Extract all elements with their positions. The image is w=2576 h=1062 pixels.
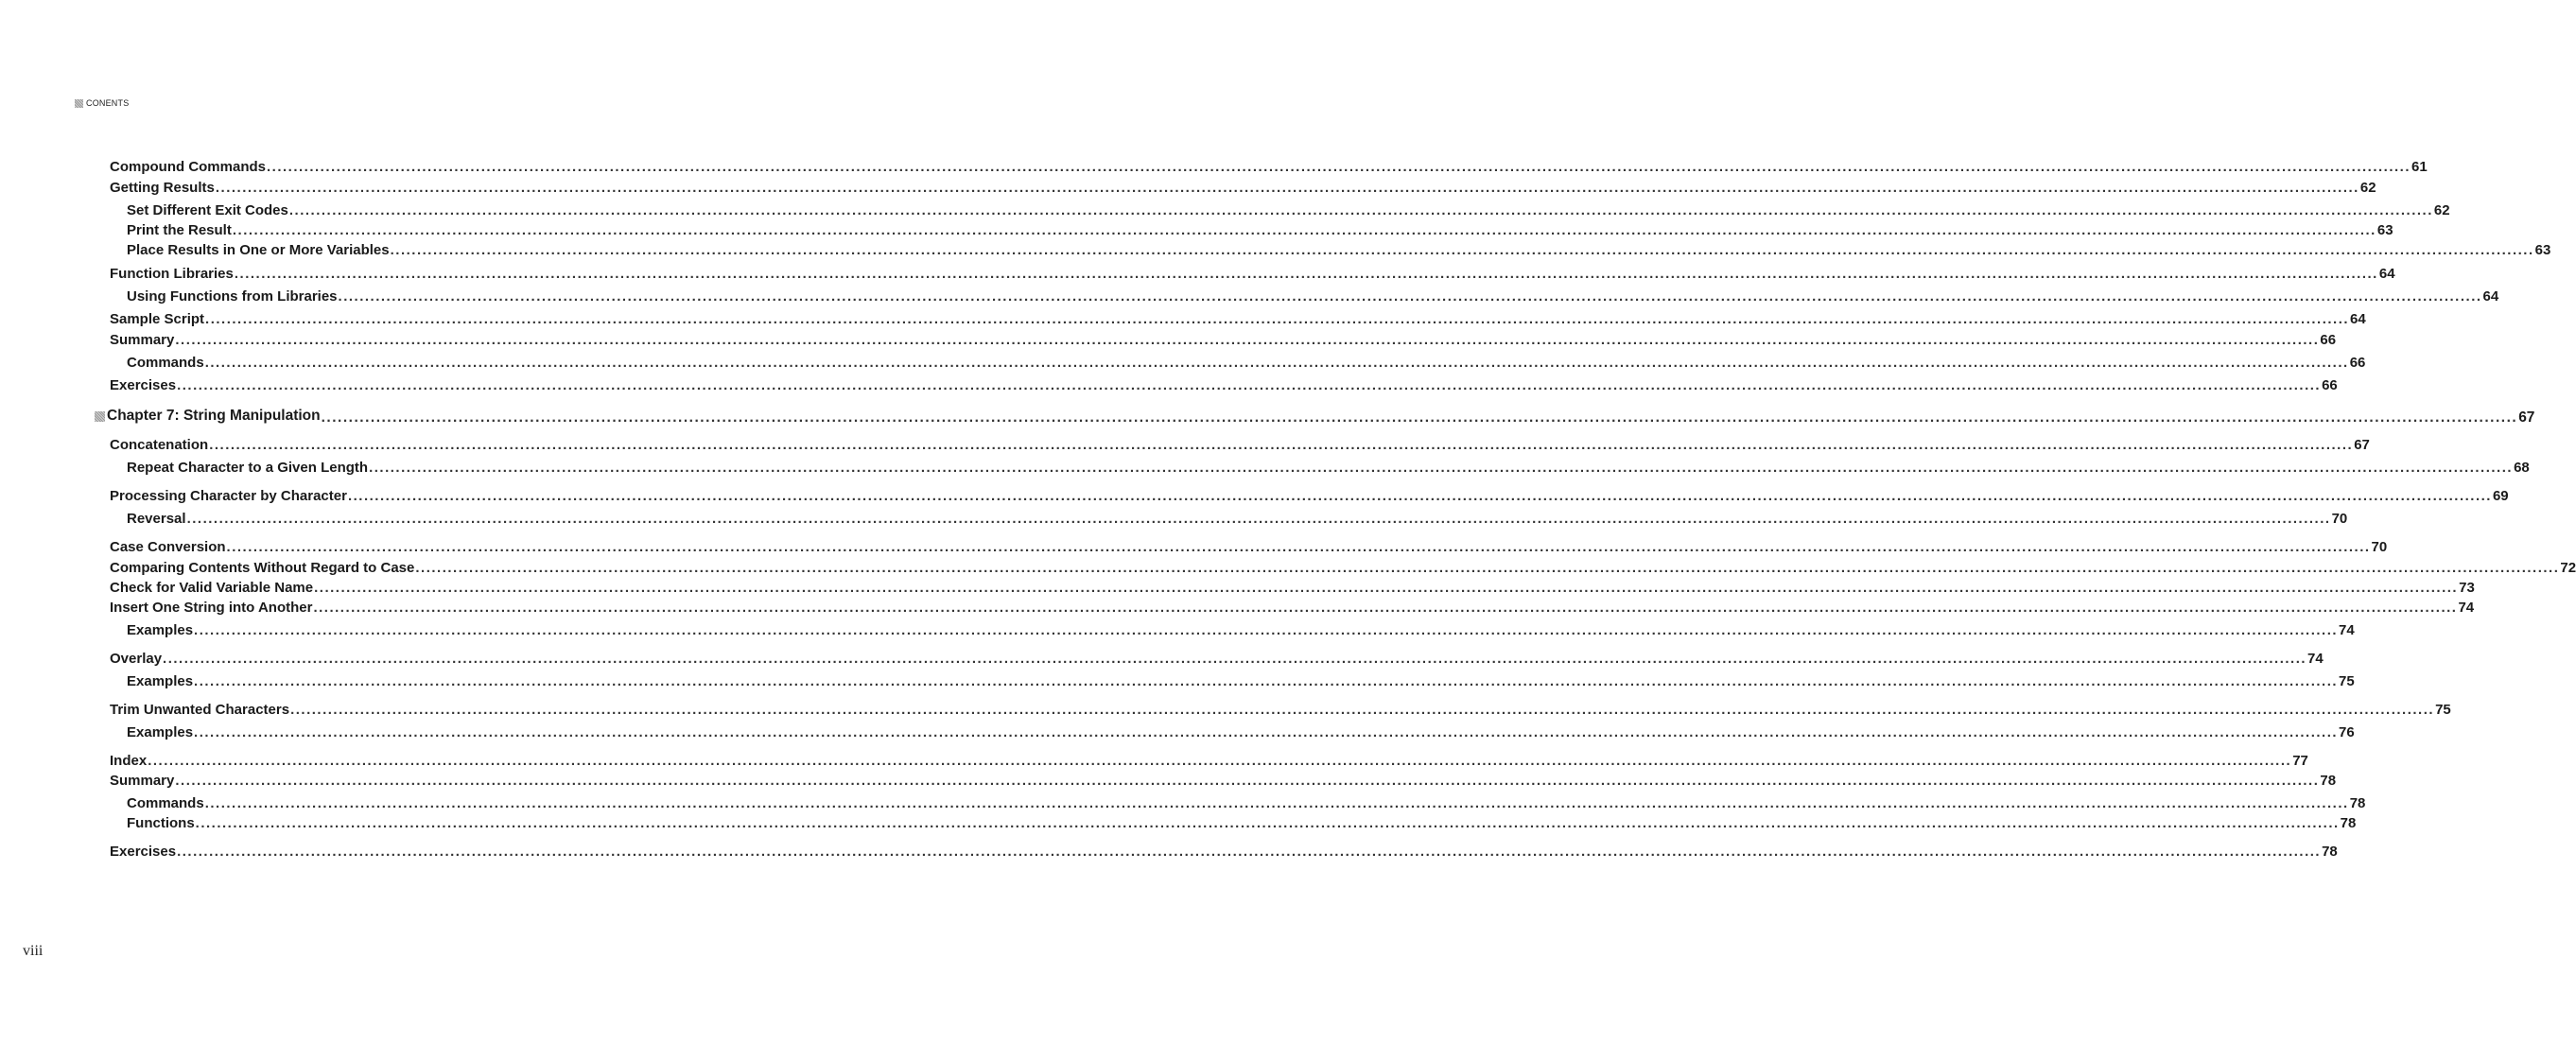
toc-page-number: 70 (2371, 539, 2388, 555)
toc-entry-text: Comparing Contents Without Regard to Case (110, 560, 415, 576)
toc-page-number: 77 (2292, 753, 2308, 769)
toc-entry-label (110, 773, 174, 789)
toc-entry-label (110, 560, 414, 576)
toc-entry[interactable] (110, 580, 2475, 596)
toc-entry-text: Summary (110, 332, 175, 348)
dot-leader: ................................................................................................................................................................................................................................................................................................................................................................................................................ (177, 844, 2322, 860)
toc-entry[interactable] (127, 622, 2355, 638)
dot-leader: ................................................................................................................................................................................................................................................................................................................................................................................................................ (321, 409, 2518, 426)
dot-leader: ................................................................................................................................................................................................................................................................................................................................................................................................................ (177, 377, 2322, 393)
toc-entry-text: Using Functions from Libraries (127, 288, 338, 305)
dot-leader: ................................................................................................................................................................................................................................................................................................................................................................................................................ (194, 622, 2339, 638)
dot-leader: ................................................................................................................................................................................................................................................................................................................................................................................................................ (234, 266, 2378, 282)
dot-leader: ................................................................................................................................................................................................................................................................................................................................................................................................................ (226, 539, 2371, 555)
toc-entry[interactable] (127, 673, 2355, 689)
toc-entry-text: Function Libraries (110, 266, 234, 282)
toc-entry[interactable] (127, 795, 2366, 811)
toc-entry-label (127, 795, 204, 811)
toc-entry-text: Compound Commands (110, 159, 266, 175)
toc-page-number: 74 (2307, 651, 2324, 667)
toc-entry-label (110, 753, 147, 769)
dot-leader: ................................................................................................................................................................................................................................................................................................................................................................................................................ (205, 311, 2350, 327)
dot-leader: ................................................................................................................................................................................................................................................................................................................................................................................................................ (204, 795, 2349, 811)
toc-page-number: 78 (2349, 795, 2366, 811)
dot-leader: ................................................................................................................................................................................................................................................................................................................................................................................................................ (194, 673, 2339, 689)
toc-entry-text: Examples (127, 673, 194, 689)
toc-entry-text: Getting Results (110, 180, 215, 196)
toc-entry-label (110, 488, 347, 504)
toc-entry[interactable] (110, 159, 2428, 175)
toc-entry[interactable] (127, 288, 2499, 305)
toc-entry-text: Commands (127, 355, 204, 371)
toc-page-number: 69 (2492, 488, 2509, 504)
toc-entry[interactable] (127, 355, 2366, 371)
toc-page-number: 66 (2349, 355, 2366, 371)
toc-page-number: 64 (2378, 266, 2395, 282)
toc-entry[interactable] (110, 600, 2475, 616)
toc-entry[interactable] (110, 753, 2308, 769)
toc-entry-text: Check for Valid Variable Name (110, 580, 314, 596)
toc-entry-text: Chapter 7: String Manipulation (107, 408, 321, 424)
toc-entry-text: Processing Character by Character (110, 488, 347, 504)
toc-entry-label (110, 377, 176, 393)
dot-leader: ................................................................................................................................................................................................................................................................................................................................................................................................................ (369, 460, 2514, 476)
toc-entry[interactable] (127, 460, 2530, 476)
dot-leader: ................................................................................................................................................................................................................................................................................................................................................................................................................ (215, 180, 2359, 196)
toc-entry-label (127, 460, 368, 476)
toc-page-number: 68 (2514, 460, 2530, 476)
toc-page-number: 73 (2459, 580, 2475, 596)
toc-entry-label (127, 673, 193, 689)
toc-page-number: 66 (2322, 377, 2338, 393)
toc-page-number: 64 (2350, 311, 2366, 327)
toc-entry-text: Exercises (110, 844, 177, 860)
toc-entry-label (110, 266, 234, 282)
toc-page-number: 63 (2376, 222, 2393, 238)
toc-entry[interactable] (127, 242, 2551, 258)
toc-entry-text: Summary (110, 773, 175, 789)
dot-leader: ................................................................................................................................................................................................................................................................................................................................................................................................................ (267, 159, 2411, 175)
toc-entry-label (110, 580, 313, 596)
toc-entry-label (110, 600, 312, 616)
toc-entry-text: Place Results in One or More Variables (127, 242, 390, 258)
toc-page-number: 72 (2560, 560, 2576, 576)
toc-entry[interactable] (110, 377, 2338, 393)
toc-entry[interactable] (110, 180, 2376, 196)
dot-leader: ................................................................................................................................................................................................................................................................................................................................................................................................................ (194, 724, 2339, 740)
toc-entry-label (95, 408, 321, 425)
toc-entry[interactable] (110, 488, 2509, 504)
toc-page-number: 63 (2534, 242, 2551, 258)
toc-entry[interactable] (127, 222, 2393, 238)
toc-entry-label (110, 159, 266, 175)
toc-entry-text: Commands (127, 795, 204, 811)
toc-page-number: 62 (2359, 180, 2376, 196)
dot-leader: ................................................................................................................................................................................................................................................................................................................................................................................................................ (288, 202, 2433, 218)
toc-chapter-entry[interactable] (95, 408, 2535, 427)
dot-leader: ................................................................................................................................................................................................................................................................................................................................................................................................................ (148, 753, 2292, 769)
toc-entry-label (110, 180, 215, 196)
toc-entry-text: Concatenation (110, 437, 209, 453)
toc-page-number: 75 (2339, 673, 2355, 689)
running-head-text: CONENTS (86, 98, 130, 108)
dot-leader: ................................................................................................................................................................................................................................................................................................................................................................................................................ (175, 332, 2320, 348)
toc-entry[interactable] (127, 815, 2357, 831)
dot-leader: ................................................................................................................................................................................................................................................................................................................................................................................................................ (232, 222, 2376, 238)
page-number: viii (23, 943, 44, 959)
toc-entry[interactable] (110, 311, 2366, 327)
toc-entry-text: Insert One String into Another (110, 600, 313, 616)
toc-entry-text: Examples (127, 622, 194, 638)
toc-entry[interactable] (110, 702, 2451, 718)
toc-entry-text: Index (110, 753, 148, 769)
toc-entry[interactable] (110, 437, 2370, 453)
toc-entry[interactable] (127, 511, 2348, 527)
toc-page-number: 67 (2518, 409, 2535, 426)
toc-entry[interactable] (127, 202, 2450, 218)
dot-leader: ................................................................................................................................................................................................................................................................................................................................................................................................................ (290, 702, 2435, 718)
dot-leader: ................................................................................................................................................................................................................................................................................................................................................................................................................ (347, 488, 2492, 504)
toc-entry[interactable] (110, 844, 2338, 860)
dot-leader: ................................................................................................................................................................................................................................................................................................................................................................................................................ (204, 355, 2349, 371)
dot-leader: ................................................................................................................................................................................................................................................................................................................................................................................................................ (175, 773, 2320, 789)
toc-entry-text: Print the Result (127, 222, 232, 238)
toc-entry-text: Set Different Exit Codes (127, 202, 288, 218)
toc-entry-label (127, 355, 204, 371)
toc-entry-label (127, 511, 186, 527)
toc-entry-label (110, 844, 176, 860)
toc-entry[interactable] (110, 539, 2388, 555)
toc-entry-label (110, 539, 226, 555)
toc-entry-label (110, 332, 174, 348)
dot-leader: ................................................................................................................................................................................................................................................................................................................................................................................................................ (314, 580, 2459, 596)
toc-entry-label (127, 222, 232, 238)
toc-entry[interactable] (127, 724, 2355, 740)
toc-entry-text: Reversal (127, 511, 186, 527)
toc-entry[interactable] (110, 560, 2576, 576)
toc-page-number: 67 (2354, 437, 2370, 453)
toc-entry-text: Sample Script (110, 311, 205, 327)
toc-entry-text: Repeat Character to a Given Length (127, 460, 369, 476)
toc-page-number: 66 (2320, 332, 2337, 348)
toc-entry-label (110, 311, 204, 327)
toc-page-number: 74 (2339, 622, 2355, 638)
toc-entry-text: Overlay (110, 651, 163, 667)
toc-entry-label (127, 202, 288, 218)
dot-leader: ................................................................................................................................................................................................................................................................................................................................................................................................................ (195, 815, 2340, 831)
toc-entry[interactable] (110, 266, 2395, 282)
dot-leader: ................................................................................................................................................................................................................................................................................................................................................................................................................ (338, 288, 2482, 305)
dot-leader: ................................................................................................................................................................................................................................................................................................................................................................................................................ (163, 651, 2307, 667)
toc-entry-label (127, 242, 390, 258)
toc-entry-text: Case Conversion (110, 539, 226, 555)
toc-entry-label (127, 622, 193, 638)
toc-entry-label (127, 815, 195, 831)
toc-page-number: 64 (2482, 288, 2499, 305)
toc-entry-label (110, 437, 208, 453)
toc-entry[interactable] (110, 332, 2337, 348)
dot-leader: ................................................................................................................................................................................................................................................................................................................................................................................................................ (209, 437, 2354, 453)
dot-leader: ................................................................................................................................................................................................................................................................................................................................................................................................................ (186, 511, 2331, 527)
toc-page-number: 70 (2331, 511, 2348, 527)
toc-entry-label (127, 288, 338, 305)
toc-entry-label (127, 724, 193, 740)
toc-page-number: 62 (2433, 202, 2450, 218)
toc-entry-text: Exercises (110, 377, 177, 393)
dot-leader: ................................................................................................................................................................................................................................................................................................................................................................................................................ (313, 600, 2458, 616)
dot-leader: ................................................................................................................................................................................................................................................................................................................................................................................................................ (415, 560, 2560, 576)
toc-entry-text: Trim Unwanted Characters (110, 702, 290, 718)
toc-page-number: 78 (2320, 773, 2337, 789)
dot-leader: ................................................................................................................................................................................................................................................................................................................................................................................................................ (390, 242, 2534, 258)
toc-page-number: 61 (2411, 159, 2428, 175)
toc-entry[interactable] (110, 773, 2337, 789)
toc-entry-text: Functions (127, 815, 195, 831)
toc-entry-label (110, 651, 162, 667)
toc-page-number: 76 (2339, 724, 2355, 740)
toc-entry[interactable] (110, 651, 2324, 667)
toc-page-number: 78 (2340, 815, 2357, 831)
toc-page-number: 78 (2322, 844, 2338, 860)
toc-entry-label (110, 702, 289, 718)
gray-square-icon (95, 411, 105, 422)
toc-page-number: 75 (2435, 702, 2451, 718)
toc-entry-text: Examples (127, 724, 194, 740)
toc-page-number: 74 (2458, 600, 2475, 616)
